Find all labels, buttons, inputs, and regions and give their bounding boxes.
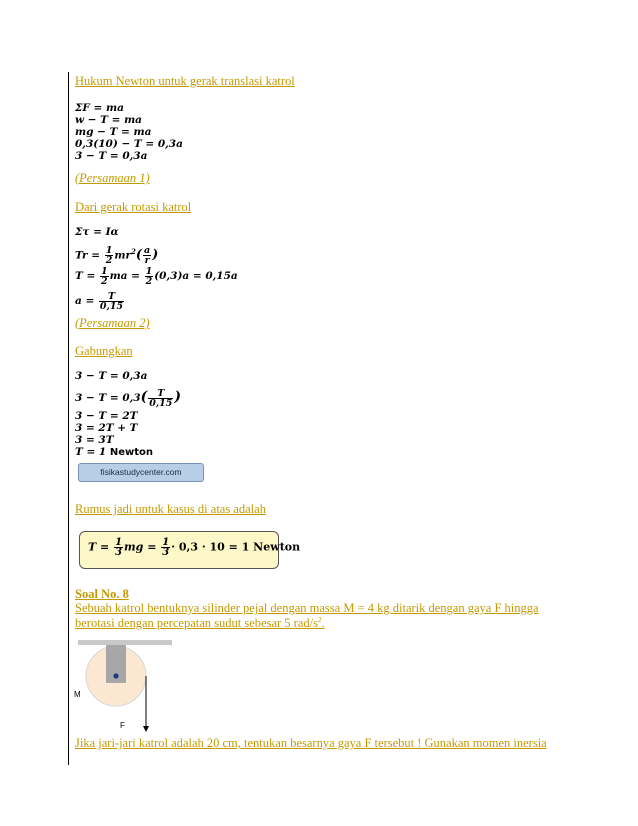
pulley-axle (113, 673, 118, 678)
eq3-line-2: 3 − T = 0,3( $\frac{T}{0,15}$ ) (75, 387, 181, 409)
equation-block-3 (75, 370, 181, 458)
label-m: M (74, 690, 81, 699)
eq3-line-4: 3 = 2T + T (75, 422, 138, 434)
eq2-line-3: T = $\frac{1}{2}$ ma = $\frac{1}{2}$ (0,3)a = 0,15a (75, 265, 238, 287)
left-margin-rule (68, 72, 69, 765)
heading-gabungkan[interactable]: Gabungkan (75, 344, 133, 358)
soal-text-last-line[interactable]: Jika jari-jari katrol adalah 20 cm, tentukan besarnya gaya F tersebut ! Gunakan momen inersia (75, 736, 547, 750)
eq2-line-1: Στ = Iα (75, 226, 119, 238)
persamaan-1-label[interactable]: (Persamaan 1) (75, 171, 150, 185)
soal-text-line-2[interactable]: berotasi dengan percepatan sudut sebesar 5 rad/$s^2$. (75, 616, 325, 631)
eq3-line-6: T = 1 Newton (75, 446, 154, 458)
pulley-diagram (72, 640, 182, 740)
final-formula-box: T = $\frac{1}{3}$ mg = $\frac{1}{3}$ · 0,3 · 10 = 1 Newton (79, 531, 279, 569)
eq2-line-4: a = $\frac{T}{0,15}$ (75, 290, 124, 312)
heading-gerak-rotasi[interactable]: Dari gerak rotasi katrol (75, 200, 192, 214)
eq1-line-5: 3 − T = 0,3a (75, 150, 148, 162)
eq1-line-3: mg − T = ma (75, 126, 152, 138)
heading-hukum-newton[interactable]: Hukum Newton untuk gerak translasi katrol (75, 74, 295, 88)
soal-number[interactable]: Soal No. 8 (75, 587, 129, 601)
eq3-line-3: 3 − T = 2T (75, 410, 138, 422)
eq1-line-2: w − T = ma (75, 114, 142, 126)
heading-rumus-jadi[interactable]: Rumus jadi untuk kasus di atas adalah (75, 502, 266, 516)
label-f: F (120, 721, 125, 730)
eq3-line-1: 3 − T = 0,3a (75, 370, 148, 382)
eq1-line-4: 0,3(10) − T = 0,3a (75, 138, 183, 150)
equation-block-2 (75, 226, 238, 314)
persamaan-2-label[interactable]: (Persamaan 2) (75, 316, 150, 330)
eq1-line-1: ΣF = ma (75, 102, 124, 114)
ceiling-bar (78, 640, 172, 645)
equation-block-1 (75, 102, 183, 162)
eq3-line-5: 3 = 3T (75, 434, 114, 446)
eq2-line-2: Tr = $\frac{1}{2}$ $mr^2$( $\frac{a}{r}$ ) (75, 245, 159, 266)
watermark-badge: fisikastudycenter.com (78, 463, 204, 482)
soal-text-line-1[interactable]: Sebuah katrol bentuknya silinder pejal dengan massa M = 4 kg ditarik dengan gaya F hingga (75, 601, 539, 615)
force-arrow-head (143, 726, 149, 732)
